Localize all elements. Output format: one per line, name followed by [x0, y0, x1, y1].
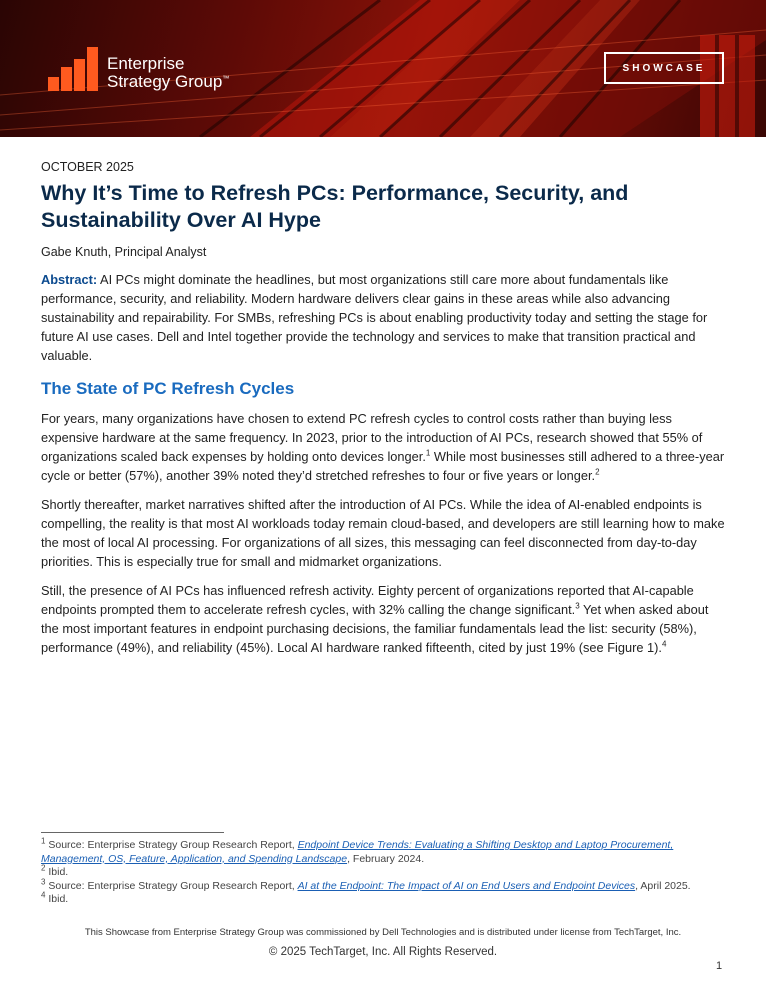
footnote-3-link[interactable]: AI at the Endpoint: The Impact of AI on End Users and Endpoint Devices [297, 879, 636, 892]
logo-line2: Strategy Group [107, 72, 223, 91]
copyright-notice: © 2025 TechTarget, Inc. All Rights Reserved. [268, 946, 498, 958]
footnote-1-link[interactable]: Endpoint Device Trends: Evaluating a Shifting Desktop and Laptop Procurement, Management, OS, Feature, Application, and Spending Landscape [41, 839, 674, 865]
footnote-4-number: 4 [41, 890, 46, 900]
paragraph-3-text-b: Yet when asked about the most important features in endpoint purchasing decisions, the familiar fundamentals lead the list: security (58%), performance (49%), and reliability (45%). Local AI hardware ranked fifteenth, cited by just 19% (see Figure 1). [41, 602, 709, 655]
paragraph-3 [41, 581, 725, 657]
footnote-1-prefix: Source: Enterprise Strategy Group Research Report, [45, 839, 298, 851]
footnote-ref-2[interactable]: 2 [595, 467, 600, 477]
footnote-4-text: Ibid. [45, 893, 69, 905]
footnote-divider [41, 832, 224, 833]
footnote-3 [41, 877, 725, 894]
abstract-label: Abstract: [41, 272, 98, 287]
footnote-ref-3[interactable]: 3 [575, 601, 580, 611]
footnote-2-number: 2 [41, 863, 46, 873]
abstract [41, 270, 725, 365]
footnote-ref-1[interactable]: 1 [425, 448, 431, 458]
footnote-ref-4[interactable]: 4 [661, 639, 667, 649]
footnote-1 [41, 836, 725, 866]
license-notice: This Showcase from Enterprise Strategy Group was commissioned by Dell Technologies and is distributed under license from TechTarget, Inc. [84, 927, 682, 938]
showcase-badge: SHOWCASE [604, 52, 724, 84]
page-number: 1 [716, 960, 723, 972]
paragraph-2: Shortly thereafter, market narratives shifted after the introduction of AI PCs. While the idea of AI-enabled endpoints is compelling, the reality is that most AI workloads today remain cloud-based, and developers are still learning how to make the most of local AI processing. For organizations of all sizes, this messaging can feel disconnected from day-to-day priorities. This is especially true for small and midmarket organizations. [41, 497, 725, 569]
logo-trademark: ™ [222, 75, 230, 83]
logo-bars-icon [48, 47, 98, 91]
page-title: Why It’s Time to Refresh PCs: Performance, Security, and Sustainability Over AI Hype [41, 181, 629, 232]
header-banner [0, 0, 766, 137]
abstract-text: AI PCs might dominate the headlines, but most organizations still care more about fundamentals like performance, security, and reliability. Modern hardware delivers clear gains in these areas while also advancing sustainability and repairability. For SMBs, refreshing PCs is about enabling productivity today and setting the stage for future AI use cases. Dell and Intel together provide the technology and services to make that transition practical and valuable. [41, 272, 708, 363]
paragraph-1 [41, 409, 725, 485]
article [41, 160, 725, 667]
footnote-1-number: 1 [41, 836, 46, 846]
footnote-1-suffix: , February 2024. [347, 852, 425, 865]
paragraph-1-text-a: For years, many organizations have chosen to extend PC refresh cycles to control costs rather than buying less expensive hardware at the same frequency. In 2023, prior to the introduction of AI PCs, research showed that 55% of organizations scaled back expenses by holding onto devices longer. [41, 411, 703, 464]
paragraph-1-text-b: While most businesses still adhered to a three-year cycle or better (57%), another 39% noted they’d stretched refreshes to four or five years or longer. [41, 449, 725, 483]
logo-wordmark [107, 55, 229, 91]
section-heading: The State of PC Refresh Cycles [41, 379, 295, 398]
paragraph-3-text-a: Still, the presence of AI PCs has influenced refresh activity. Eighty percent of organizations reported that AI-capable endpoints prompted them to accelerate refresh cycles, with 32% calling the change significant. [41, 583, 694, 617]
footnotes [41, 832, 725, 907]
logo-line1: Enterprise [107, 54, 185, 73]
esg-logo [48, 47, 229, 91]
footnote-2 [41, 863, 725, 880]
footnote-3-suffix: , April 2025. [635, 879, 691, 892]
footnote-2-text: Ibid. [45, 866, 69, 878]
footnote-3-number: 3 [41, 877, 46, 886]
author-byline: Gabe Knuth, Principal Analyst [41, 245, 207, 259]
publish-date: OCTOBER 2025 [41, 160, 134, 174]
footnote-4 [41, 890, 725, 907]
footnote-3-prefix: Source: Enterprise Strategy Group Research Report, [45, 879, 298, 892]
